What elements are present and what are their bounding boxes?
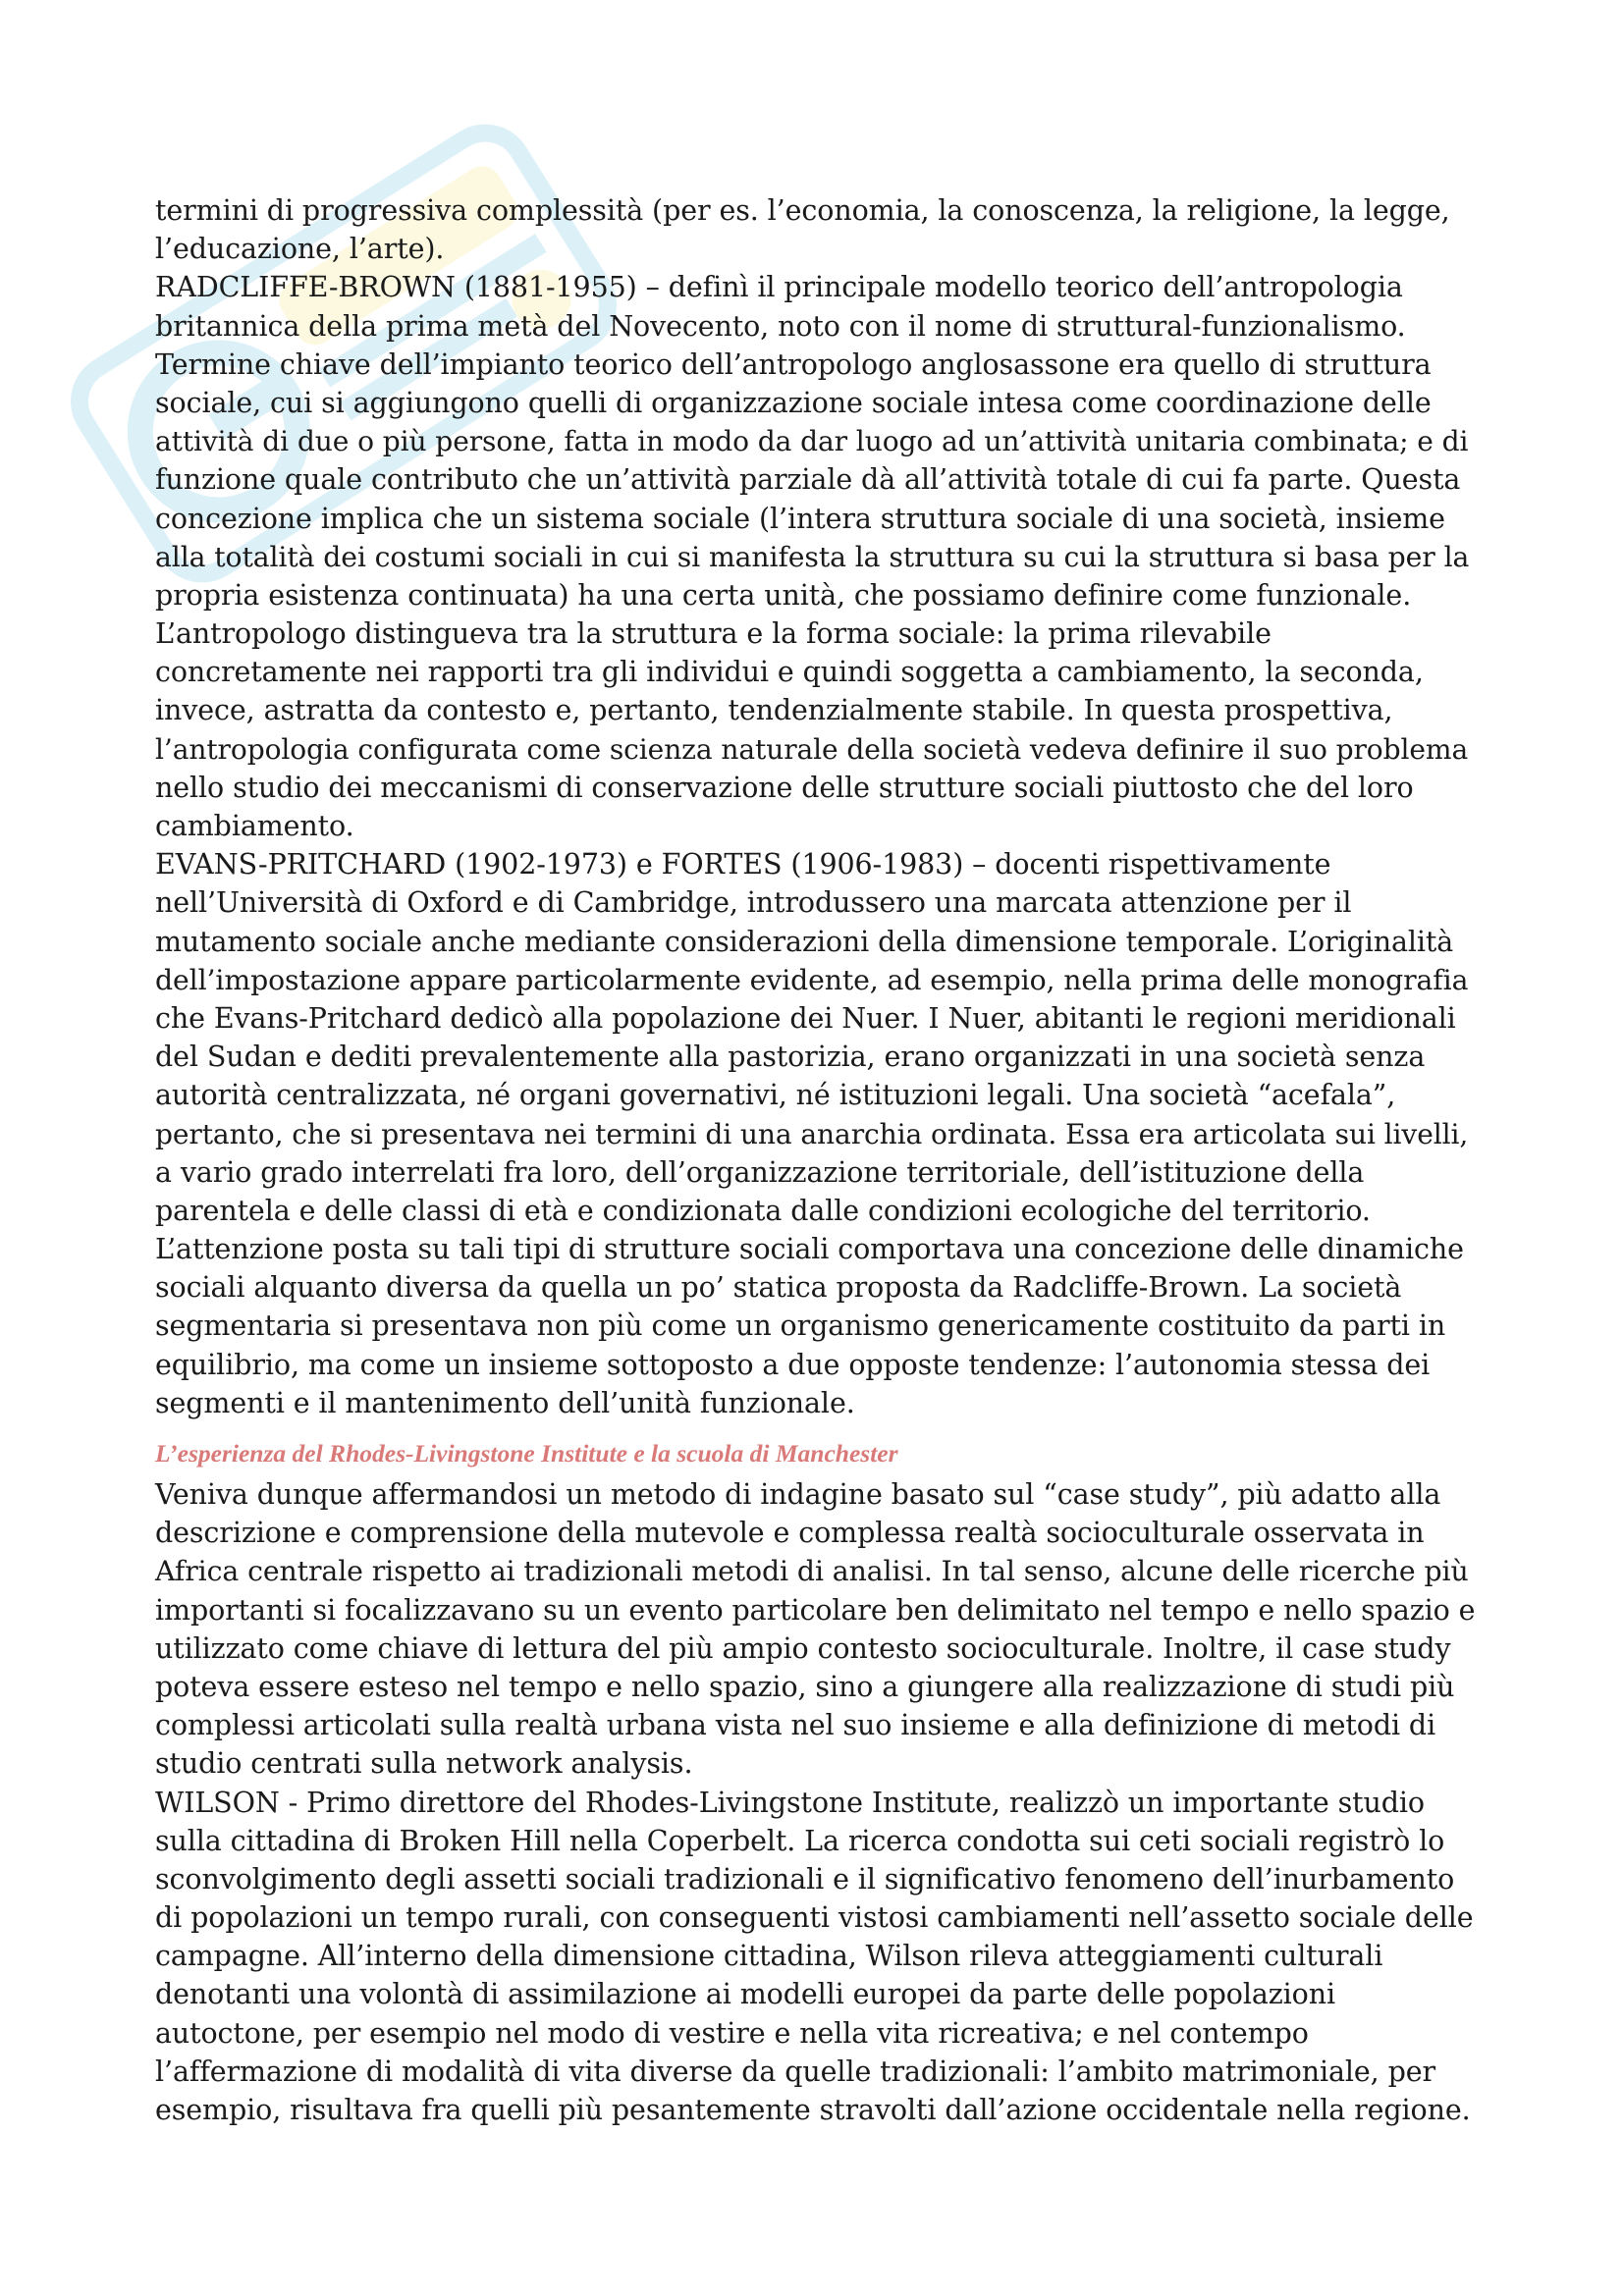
text-line: autorità centralizzata, né organi governativi, né istituzioni legali. Una società “acefala”, <box>155 1079 1396 1112</box>
text-line: parentela e delle classi di età e condizionata dalle condizioni ecologiche del territorio. <box>155 1194 1371 1227</box>
text-line: sociali alquanto diversa da quella un po’ statica proposta da Radcliffe-Brown. La società <box>155 1271 1402 1305</box>
text-line: cambiamento. <box>155 810 354 842</box>
text-line: descrizione e comprensione della mutevole e complessa realtà socioculturale osservata in <box>155 1517 1425 1550</box>
text-line: L’attenzione posta su tali tipi di strutture sociali comportava una concezione delle dinamiche <box>155 1233 1464 1266</box>
text-line: dell’impostazione appare particolarmente evidente, ad esempio, nella prima delle monografia <box>155 963 1469 996</box>
text-line: attività di due o più persone, fatta in modo da dar luogo ad un’attività unitaria combinata; e di <box>155 425 1469 458</box>
text-line: RADCLIFFE-BROWN (1881-1955) – definì il principale modello teorico dell’antropologia <box>155 271 1403 304</box>
text-line: concretamente nei rapporti tra gli individui e quindi soggetta a cambiamento, la seconda, <box>155 656 1424 689</box>
text-line: l’educazione, l’arte). <box>155 233 445 266</box>
document-page <box>155 191 1476 2129</box>
text-line: che Evans-Pritchard dedicò alla popolazione dei Nuer. I Nuer, abitanti le regioni meridionali <box>155 1001 1456 1035</box>
text-line: alla totalità dei costumi sociali in cui si manifesta la struttura su cui la struttura si basa per la <box>155 540 1470 573</box>
text-line: nell’Università di Oxford e di Cambridge, introdussero una marcata attenzione per il <box>155 886 1352 920</box>
text-line: pertanto, che si presentava nei termini di una anarchia ordinata. Essa era articolata sui livelli, <box>155 1117 1469 1150</box>
text-line: sconvolgimento degli assetti sociali tradizionali e il significativo fenomeno dell’inurbamento <box>155 1862 1455 1896</box>
text-line: importanti si focalizzavano su un evento particolare ben delimitato nel tempo e nello spazio e <box>155 1593 1476 1627</box>
text-line: l’antropologia configurata come scienza naturale della società vedeva definire il suo problema <box>155 732 1469 766</box>
text-line: funzione quale contributo che un’attività parziale dà all’attività totale di cui fa parte. Questa <box>155 463 1461 497</box>
text-line: sociale, cui si aggiungono quelli di organizzazione sociale intesa come coordinazione delle <box>155 386 1432 419</box>
section-heading: L’esperienza del Rhodes-Livingstone Institute e la scuola di Manchester <box>155 1439 898 1468</box>
section-manchester-school <box>155 1475 1476 2129</box>
text-line: Africa centrale rispetto ai tradizionali metodi di analisi. In tal senso, alcune delle ricerche più <box>155 1555 1469 1588</box>
text-line: campagne. All’interno della dimensione cittadina, Wilson rileva atteggiamenti culturali <box>155 1940 1383 1973</box>
text-line: WILSON - Primo direttore del Rhodes-Livingstone Institute, realizzò un importante studio <box>155 1786 1425 1819</box>
text-line: di popolazioni un tempo rurali, con conseguenti vistosi cambiamenti nell’assetto sociale delle <box>155 1901 1474 1935</box>
text-line: Termine chiave dell’impianto teorico dell’antropologo anglosassone era quello di struttura <box>155 347 1432 381</box>
text-line: studio centrati sulla network analysis. <box>155 1747 693 1781</box>
text-line: segmentaria si presentava non più come un organismo genericamente costituito da parti in <box>155 1309 1446 1343</box>
text-line: complessi articolati sulla realtà urbana vista nel suo insieme e alla definizione di metodi di <box>155 1709 1436 1742</box>
text-line: poteva essere esteso nel tempo e nello spazio, sino a giungere alla realizzazione di studi più <box>155 1670 1455 1703</box>
text-line: autoctone, per esempio nel modo di vestire e nella vita ricreativa; e nel contempo <box>155 2016 1309 2050</box>
text-line: L’antropologo distingueva tra la struttura e la forma sociale: la prima rilevabile <box>155 617 1271 651</box>
text-line: equilibrio, ma come un insieme sottoposto a due opposte tendenze: l’autonomia stessa dei <box>155 1348 1431 1381</box>
text-line: segmenti e il mantenimento dell’unità funzionale. <box>155 1386 855 1419</box>
text-line: del Sudan e dediti prevalentemente alla pastorizia, erano organizzati in una società senza <box>155 1041 1426 1074</box>
text-line: EVANS-PRITCHARD (1902-1973) e FORTES (1906-1983) – docenti rispettivamente <box>155 848 1331 881</box>
text-line: invece, astratta da contesto e, pertanto, tendenzialmente stabile. In questa prospettiva, <box>155 694 1393 727</box>
text-line: propria esistenza continuata) ha una certa unità, che possiamo definire come funzionale. <box>155 578 1412 612</box>
text-line: a vario grado interrelati fra loro, dell’organizzazione territoriale, dell’istituzione della <box>155 1155 1365 1189</box>
text-line: esempio, risultava fra quelli più pesantemente stravolti dall’azione occidentale nella regione. <box>155 2094 1471 2126</box>
text-line: britannica della prima metà del Novecento, noto con il nome di struttural-funzionalismo. <box>155 309 1406 343</box>
text-line: termini di progressiva complessità (per es. l’economia, la conoscenza, la religione, la legge, <box>155 194 1450 227</box>
section-structural-functionalism <box>155 191 1476 1422</box>
text-line: nello studio dei meccanismi di conservazione delle strutture sociali piuttosto che del loro <box>155 771 1414 804</box>
section-gap <box>155 1422 1476 1436</box>
text-line: mutamento sociale anche mediante considerazioni della dimensione temporale. L’originalità <box>155 925 1454 958</box>
text-line: sulla cittadina di Broken Hill nella Coperbelt. La ricerca condotta sui ceti sociali registrò lo <box>155 1824 1445 1857</box>
text-line: concezione implica che un sistema sociale (l’intera struttura sociale di una società, insieme <box>155 502 1445 535</box>
text-line: utilizzato come chiave di lettura del più ampio contesto socioculturale. Inoltre, il case study <box>155 1631 1451 1665</box>
text-line: denotanti una volontà di assimilazione ai modelli europei da parte delle popolazioni <box>155 1978 1336 2011</box>
text-line: Veniva dunque affermandosi un metodo di indagine basato sul “case study”, più adatto alla <box>155 1478 1441 1511</box>
text-line: l’affermazione di modalità di vita diverse da quelle tradizionali: l’ambito matrimoniale, per <box>155 2055 1436 2088</box>
